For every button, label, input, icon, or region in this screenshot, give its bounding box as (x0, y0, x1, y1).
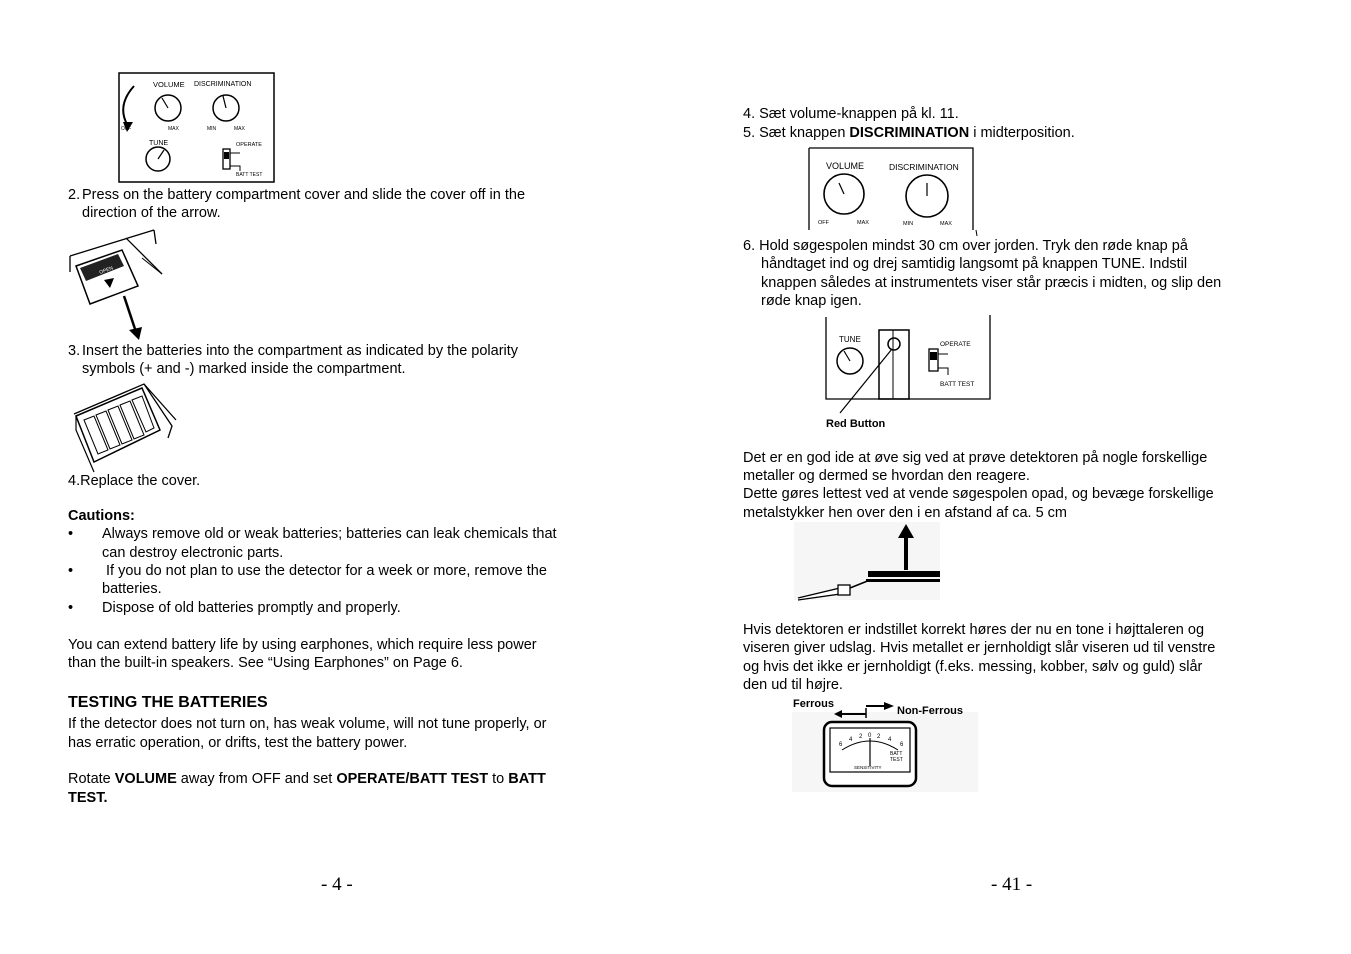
tune-label: TUNE (149, 140, 169, 147)
rotate-text-e: to (488, 771, 509, 787)
off-label: OFF (121, 126, 131, 132)
caution-1-line1: Always remove old or weak batteries; batteries can leak chemicals that (102, 526, 557, 542)
r-tune-label: TUNE (839, 335, 861, 344)
r-off-label: OFF (818, 220, 829, 226)
battery-insert-figure (70, 380, 180, 472)
rotate-arrow-icon (123, 86, 134, 126)
step4-text: 4.Replace the cover. (68, 473, 201, 489)
non-ferrous-label: Non-Ferrous (897, 705, 963, 717)
left-page-number: - 4 - (321, 874, 353, 895)
scale-6: 6 (900, 742, 904, 748)
caution-1-line2: can destroy electronic parts. (102, 545, 284, 561)
scale-2: 2 (859, 734, 863, 740)
batt-test-label: BATT TEST (236, 172, 263, 178)
step2-line2: direction of the arrow. (82, 205, 221, 221)
volume-label: VOLUME (153, 80, 185, 89)
rotate-text-c: away from OFF and set (176, 771, 337, 787)
caution-bullet-1: • (68, 526, 74, 542)
discrimination-label: DISCRIMINATION (194, 81, 252, 88)
meter-figure (790, 692, 980, 794)
r-min-label: MIN (903, 221, 914, 227)
r-para1-line2: metaller og dermed se hvordan den reagere. (743, 468, 1030, 484)
testing-line1: If the detector does not turn on, has weak volume, will not tune properly, or (68, 716, 547, 732)
r-para2-line2: viseren giver udslag. Hvis metallet er jernholdigt slår viseren ud til venstre (743, 640, 1216, 656)
step2-line1: Press on the battery compartment cover and slide the cover off in the (82, 187, 526, 203)
red-button-icon (888, 338, 900, 350)
slide-arrow-icon (124, 296, 136, 332)
r-step6-line1: 6. Hold søgespolen mindst 30 cm over jorden. Tryk den røde knap på (743, 238, 1188, 254)
r-step5-text (743, 124, 1075, 142)
extend-line1: You can extend battery life by using earphones, which require less power (68, 637, 537, 653)
extend-line2: than the built-in speakers. See “Using Earphones” on Page 6. (68, 655, 463, 671)
r-step5-discrimination: DISCRIMINATION (849, 125, 970, 141)
ferrous-label: Ferrous (793, 698, 834, 710)
rotate-text-batt: BATT (508, 771, 546, 787)
r-step5-a: 5. Sæt knappen (743, 125, 850, 141)
control-panel-figure (112, 70, 280, 186)
r-max2-label: MAX (940, 221, 952, 227)
caution-bullet-2: • (68, 563, 74, 579)
max2-label: MAX (234, 126, 245, 132)
rotate-text-a: Rotate (68, 771, 115, 787)
r-step6-line4: røde knap igen. (761, 293, 862, 309)
red-button-label: Red Button (826, 418, 886, 430)
step3-line1: Insert the batteries into the compartment as indicated by the polarity (82, 343, 519, 359)
sensitivity-label: SENSITIVITY (854, 765, 882, 770)
cautions-heading: Cautions: (68, 508, 135, 524)
caution-bullet-3: • (68, 600, 74, 616)
r-para2-line1: Hvis detektoren er indstillet korrekt høres der nu en tone i højttaleren og (743, 622, 1205, 638)
caution-3-line1: Dispose of old batteries promptly and properly. (102, 600, 401, 616)
r-batt-test-label: BATT TEST (940, 381, 975, 388)
coil-icon (868, 571, 940, 577)
handle-icon (879, 330, 909, 399)
scale-1: 4 (849, 737, 853, 743)
testing-line2: has erratic operation, or drifts, test the battery power. (68, 735, 408, 751)
red-button-pointer (840, 349, 892, 413)
r-max-label: MAX (857, 220, 869, 226)
r-volume-label: VOLUME (826, 161, 865, 171)
scale-0: 6 (839, 742, 843, 748)
caution-2-line2: batteries. (102, 581, 162, 597)
rotate-text-volume: VOLUME (114, 771, 177, 787)
r-step5-c: i midterposition. (969, 125, 1075, 141)
scale-3: 0 (868, 733, 872, 739)
knob-figure (806, 146, 980, 238)
r-step4-text: 4. Sæt volume-knappen på kl. 11. (743, 106, 959, 122)
r-operate-label: OPERATE (940, 341, 971, 348)
scale-4: 2 (877, 734, 881, 740)
r-discrimination-label: DISCRIMINATION (889, 162, 959, 172)
tune-figure (820, 313, 994, 431)
scale-5: 4 (888, 737, 892, 743)
step3-num: 3. (68, 343, 81, 359)
r-para1-line1: Det er en god ide at øve sig ved at prøve detektoren på nogle forskellige (743, 450, 1208, 466)
r-para2-line3: og hvis det ikke er jernholdigt (f.eks. messing, kobber, sølv og guld) slår (743, 659, 1203, 675)
right-page-number: - 41 - (991, 874, 1033, 895)
rotate-text-operate: OPERATE/BATT TEST (336, 771, 489, 787)
test-label: TEST (890, 757, 903, 763)
max-label: MAX (168, 126, 179, 132)
min-label: MIN (207, 126, 217, 132)
operate-label: OPERATE (236, 142, 262, 148)
testing-heading: TESTING THE BATTERIES (68, 694, 268, 711)
batt-label: BATT (890, 751, 903, 757)
r-para2-line4: den ud til højre. (743, 677, 843, 693)
rotate-instruction-line1 (68, 770, 546, 788)
open-label: OPEN (98, 265, 115, 276)
step2-num: 2. (68, 187, 81, 203)
step3-line2: symbols (+ and -) marked inside the compartment. (82, 361, 406, 377)
rotate-instruction-line2: TEST. (68, 790, 108, 806)
search-coil-figure (794, 522, 944, 602)
caution-2-line1: If you do not plan to use the detector for a week or more, remove the (102, 563, 547, 579)
r-step6-line3: knappen således at instrumentets viser står præcis i midten, og slip den (761, 275, 1222, 291)
r-step6-line2: håndtaget ind og drej samtidig langsomt på knappen TUNE. Indstil (761, 256, 1188, 272)
r-para1-line3: Dette gøres lettest ved at vende søgespolen opad, og bevæge forskellige (743, 486, 1214, 502)
battery-cover-figure (66, 226, 166, 344)
r-para1-line4: metalstykker hen over den i en afstand af ca. 5 cm (743, 505, 1067, 521)
